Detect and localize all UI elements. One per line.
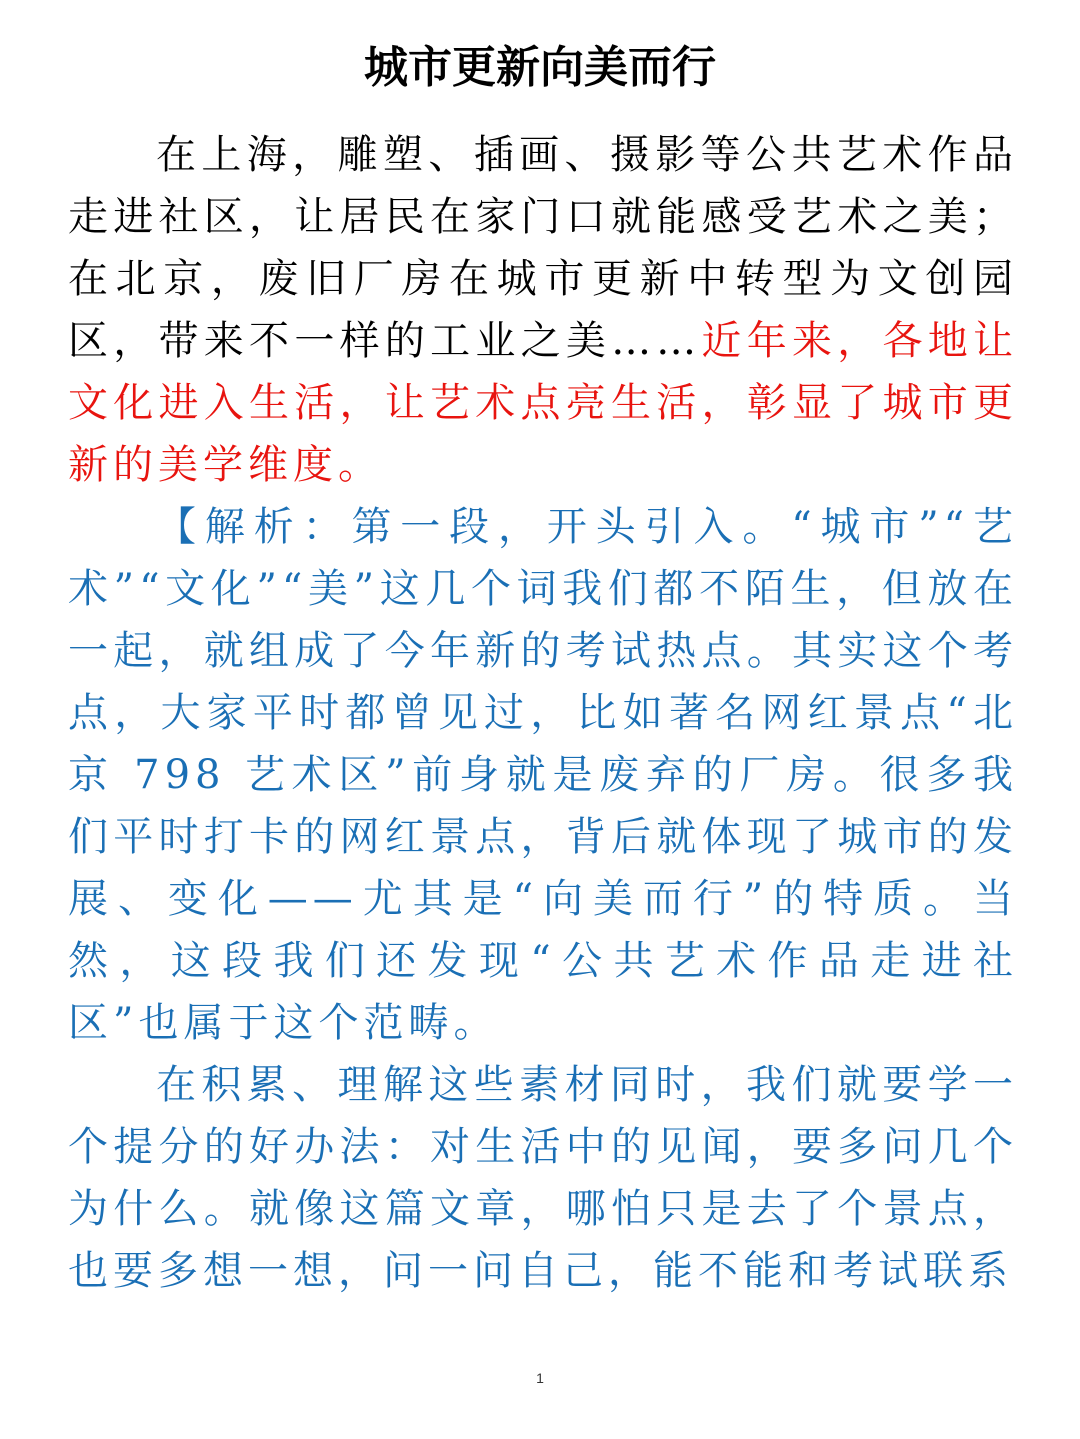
- paragraph-intro: [68, 124, 1018, 496]
- paragraph-analysis: 【解析：第一段，开头引入。“城市”“艺术”“文化”“美”这几个词我们都不陌生，但放在一起，就组成了今年新的考试热点。其实这个考点，大家平时都曾见过，比如著名网红景点“北京 798 艺术区”前身就是废弃的厂房。很多我们平时打卡的网红景点，背后就体现了城市的发展、变化——尤其是“向美而行”的特质。当然，这段我们还发现“公共艺术作品走进社区”也属于这个范畴。: [68, 504, 1018, 1046]
- paragraph-tip: 在积累、理解这些素材同时，我们就要学一个提分的好办法：对生活中的见闻，要多问几个为什么。就像这篇文章，哪怕只是去了个景点，也要多想一想，问一问自己，能不能和考试联系: [68, 1062, 1018, 1294]
- document-title: 城市更新向美而行: [364, 42, 716, 93]
- paragraph-intro-highlight: 近年来，各地让文化进入生活，让艺术点亮生活，彰显了城市更新的美学维度。: [68, 318, 1019, 488]
- page-number: 1: [536, 1370, 544, 1386]
- paragraph-intro-text: 在上海，雕塑、插画、摄影等公共艺术作品走进社区，让居民在家门口就能感受艺术之美；在北京，废旧厂房在城市更新中转型为文创园区，带来不一样的工业之美……: [68, 132, 1018, 364]
